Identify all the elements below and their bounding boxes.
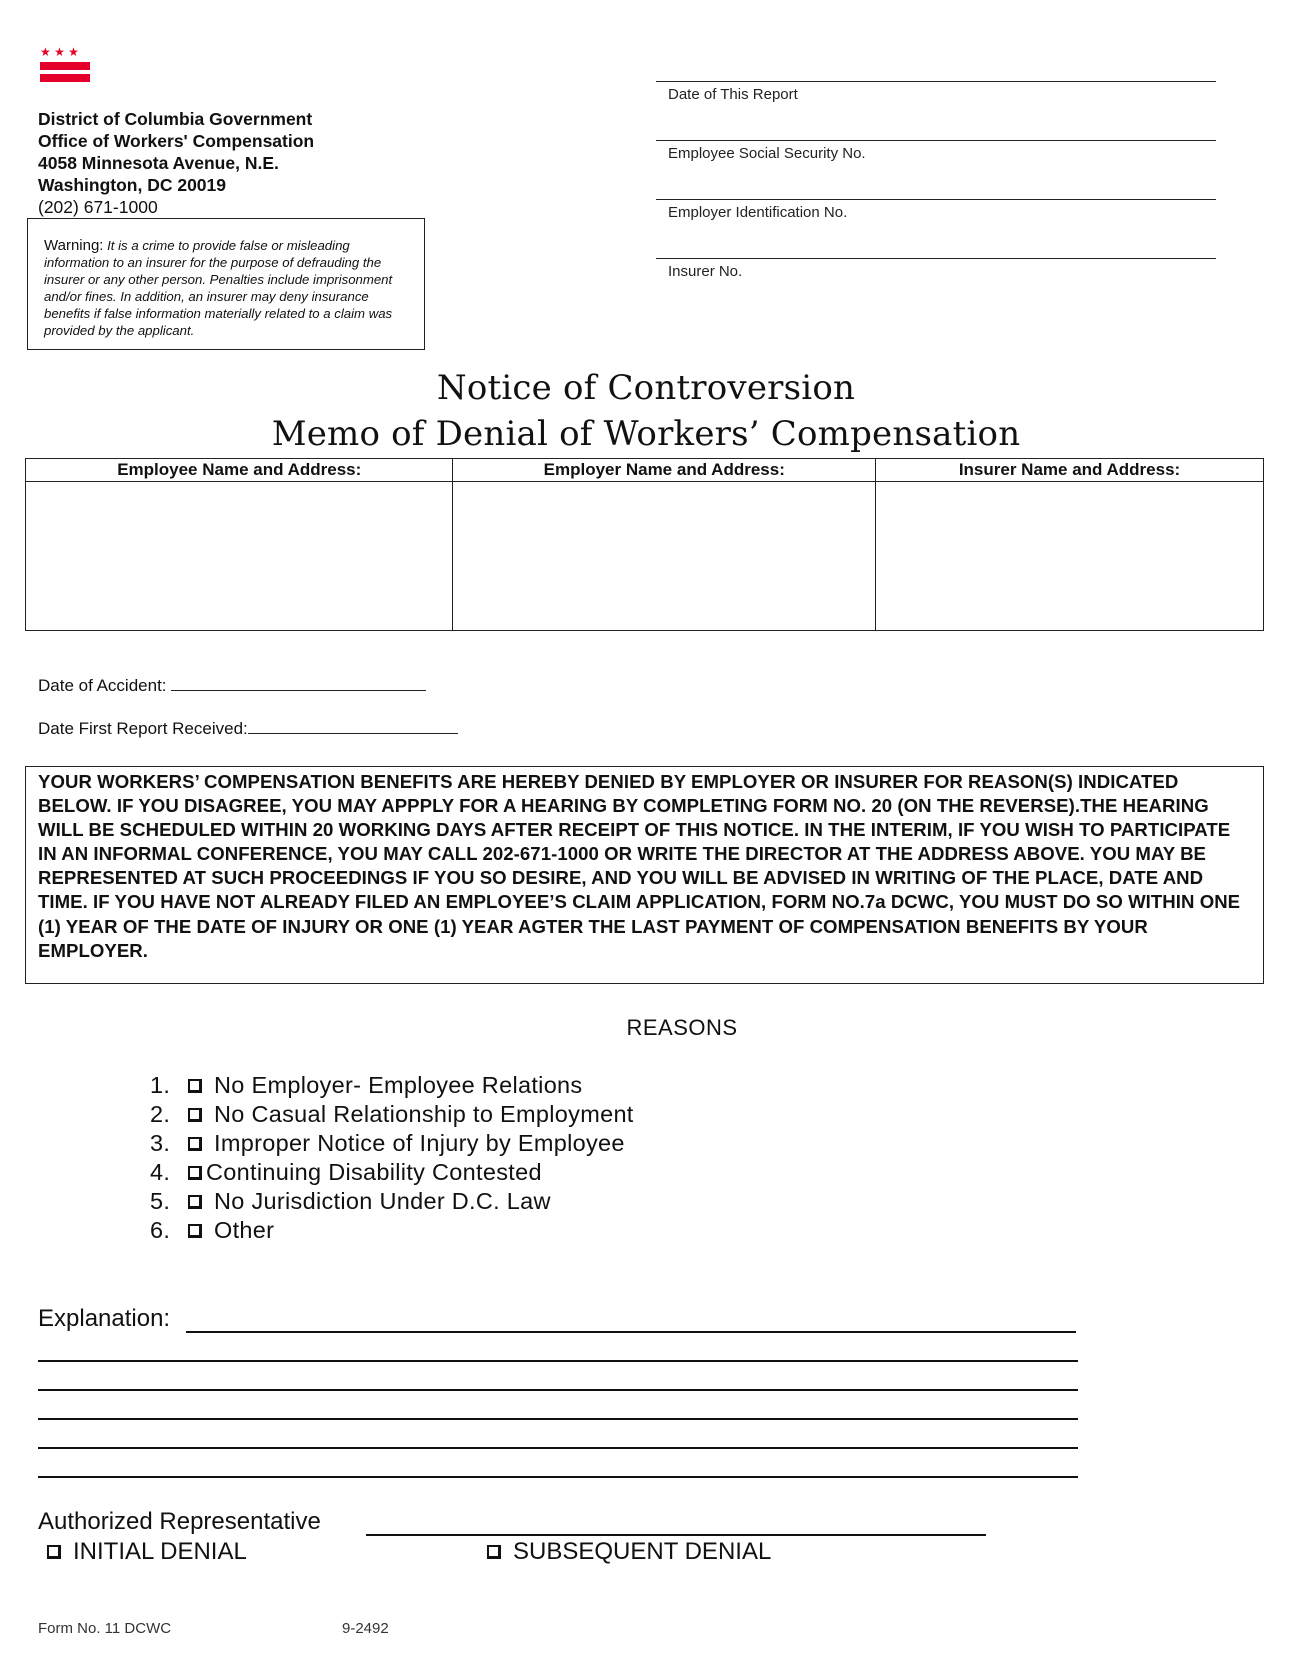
insurer-address-field[interactable]	[876, 482, 1264, 631]
employer-id-field[interactable]	[656, 199, 1216, 221]
dc-flag-logo	[40, 46, 90, 86]
reason-item	[150, 1216, 634, 1245]
reason-checkbox[interactable]	[188, 1166, 202, 1180]
form-subtitle: Memo of Denial of Workers’ Compensation	[271, 414, 1021, 454]
form-title: Notice of Controversion	[436, 368, 856, 408]
reason-label: Other	[214, 1217, 275, 1243]
reason-item	[150, 1187, 634, 1216]
date-first-report-label: Date First Report Received:	[38, 719, 248, 738]
reason-label: Improper Notice of Injury by Employee	[214, 1130, 625, 1156]
form-code: 9-2492	[342, 1620, 389, 1637]
reasons-title: REASONS	[626, 1015, 738, 1040]
names-table	[25, 458, 1264, 631]
office-address	[38, 108, 314, 218]
warning-box	[27, 218, 425, 350]
explanation-line[interactable]	[38, 1476, 1078, 1478]
employee-address-field[interactable]	[26, 482, 453, 631]
warning-label: Warning:	[44, 237, 104, 254]
subsequent-denial-option[interactable]	[487, 1538, 771, 1566]
reason-label: No Casual Relationship to Employment	[214, 1101, 634, 1127]
stars: ★ ★ ★	[40, 45, 79, 59]
date-of-report-field[interactable]	[656, 81, 1216, 103]
flag-bar-bottom	[40, 74, 90, 82]
reason-checkbox[interactable]	[188, 1079, 202, 1093]
reason-checkbox[interactable]	[188, 1224, 202, 1238]
subsequent-denial-checkbox[interactable]	[487, 1545, 501, 1559]
authorized-rep-label: Authorized Representative	[38, 1508, 321, 1535]
denial-notice-box	[25, 766, 1264, 984]
org-line: Washington, DC 20019	[38, 175, 226, 195]
date-of-accident-label: Date of Accident:	[38, 676, 167, 695]
employee-header: Employee Name and Address:	[26, 459, 453, 482]
explanation-line[interactable]	[186, 1331, 1076, 1333]
explanation-line[interactable]	[38, 1418, 1078, 1420]
denial-notice-text: YOUR WORKERS’ COMPENSATION BENEFITS ARE HEREBY DENIED BY EMPLOYER OR INSURER FOR REASON(S) INDICATED BELOW. IF YOU DISAGREE, YOU MAY APPPLY FOR A HEARING BY COMPLETING FORM NO. 20 (ON THE REVERSE).THE HEARING WILL BE SCHEDULED WITHIN 20 WORKING DAYS AFTER RECEIPT OF THIS NOTICE. IN THE INTERIM, IF YOU WISH TO PARTICIPATE IN AN INFORMAL CONFERENCE, YOU MAY CALL 202-671-1000 OR WRITE THE DIRECTOR AT THE ADDRESS ABOVE. YOU MAY BE REPRESENTED AT SUCH PROCEEDINGS IF YOU SO DESIRE, AND YOU WILL BE ADVISED IN WRITING OF THE PLACE, DATE AND TIME. IF YOU HAVE NOT ALREADY FILED AN EMPLOYEE’S CLAIM APPLICATION, FORM NO.7a DCWC, YOU MUST DO SO WITHIN ONE (1) YEAR OF THE DATE OF INJURY OR ONE (1) YEAR AGTER THE LAST PAYMENT OF COMPENSATION BENEFITS BY YOUR EMPLOYER.	[38, 771, 1241, 961]
reason-number: 1.	[150, 1072, 171, 1098]
explanation-label: Explanation:	[38, 1305, 171, 1332]
reason-item	[150, 1129, 634, 1158]
date-of-accident	[38, 676, 426, 696]
employer-address-field[interactable]	[453, 482, 876, 631]
reason-checkbox[interactable]	[188, 1137, 202, 1151]
field-label: Insurer No.	[668, 263, 743, 280]
reason-label: Continuing Disability Contested	[206, 1159, 542, 1185]
org-line: District of Columbia Government	[38, 109, 313, 129]
reason-number: 3.	[150, 1130, 171, 1156]
org-line: Office of Workers' Compensation	[38, 131, 315, 151]
explanation-line[interactable]	[38, 1389, 1078, 1391]
warning-text: It is a crime to provide false or misleading information to an insurer for the purpose of defrauding the insurer or any other person. Penalties include imprisonment and/or fines. In addition, an insurer may deny insurance benefits if false information materially related to a claim was provided by the applicant.	[44, 238, 393, 338]
reason-label: No Employer- Employee Relations	[214, 1072, 583, 1098]
insurer-no-field[interactable]	[656, 258, 1216, 280]
date-of-accident-input[interactable]	[171, 676, 426, 691]
explanation-line[interactable]	[38, 1360, 1078, 1362]
authorized-rep-signature-line[interactable]	[366, 1534, 986, 1536]
reason-number: 4.	[150, 1159, 171, 1185]
initial-denial-checkbox[interactable]	[47, 1545, 61, 1559]
reason-label: No Jurisdiction Under D.C. Law	[214, 1188, 551, 1214]
employer-header: Employer Name and Address:	[453, 459, 876, 482]
insurer-header: Insurer Name and Address:	[876, 459, 1264, 482]
field-label: Employer Identification No.	[668, 204, 848, 221]
reasons-list	[150, 1071, 634, 1245]
initial-denial-label: INITIAL DENIAL	[73, 1538, 247, 1565]
reason-number: 6.	[150, 1217, 171, 1243]
explanation-line[interactable]	[38, 1447, 1078, 1449]
office-phone: (202) 671-1000	[38, 197, 158, 217]
reason-item	[150, 1158, 634, 1187]
subsequent-denial-label: SUBSEQUENT DENIAL	[513, 1538, 772, 1565]
form-number: Form No. 11 DCWC	[38, 1620, 172, 1637]
flag-bar-top	[40, 62, 90, 70]
reason-number: 5.	[150, 1188, 171, 1214]
reason-checkbox[interactable]	[188, 1108, 202, 1122]
reason-checkbox[interactable]	[188, 1195, 202, 1209]
date-first-report	[38, 719, 458, 739]
date-first-report-input[interactable]	[248, 719, 458, 734]
reason-item	[150, 1100, 634, 1129]
employee-ssn-field[interactable]	[656, 140, 1216, 162]
reason-item	[150, 1071, 634, 1100]
field-label: Date of This Report	[668, 86, 798, 103]
field-label: Employee Social Security No.	[668, 145, 866, 162]
reason-number: 2.	[150, 1101, 171, 1127]
initial-denial-option[interactable]	[47, 1538, 247, 1566]
org-line: 4058 Minnesota Avenue, N.E.	[38, 153, 279, 173]
